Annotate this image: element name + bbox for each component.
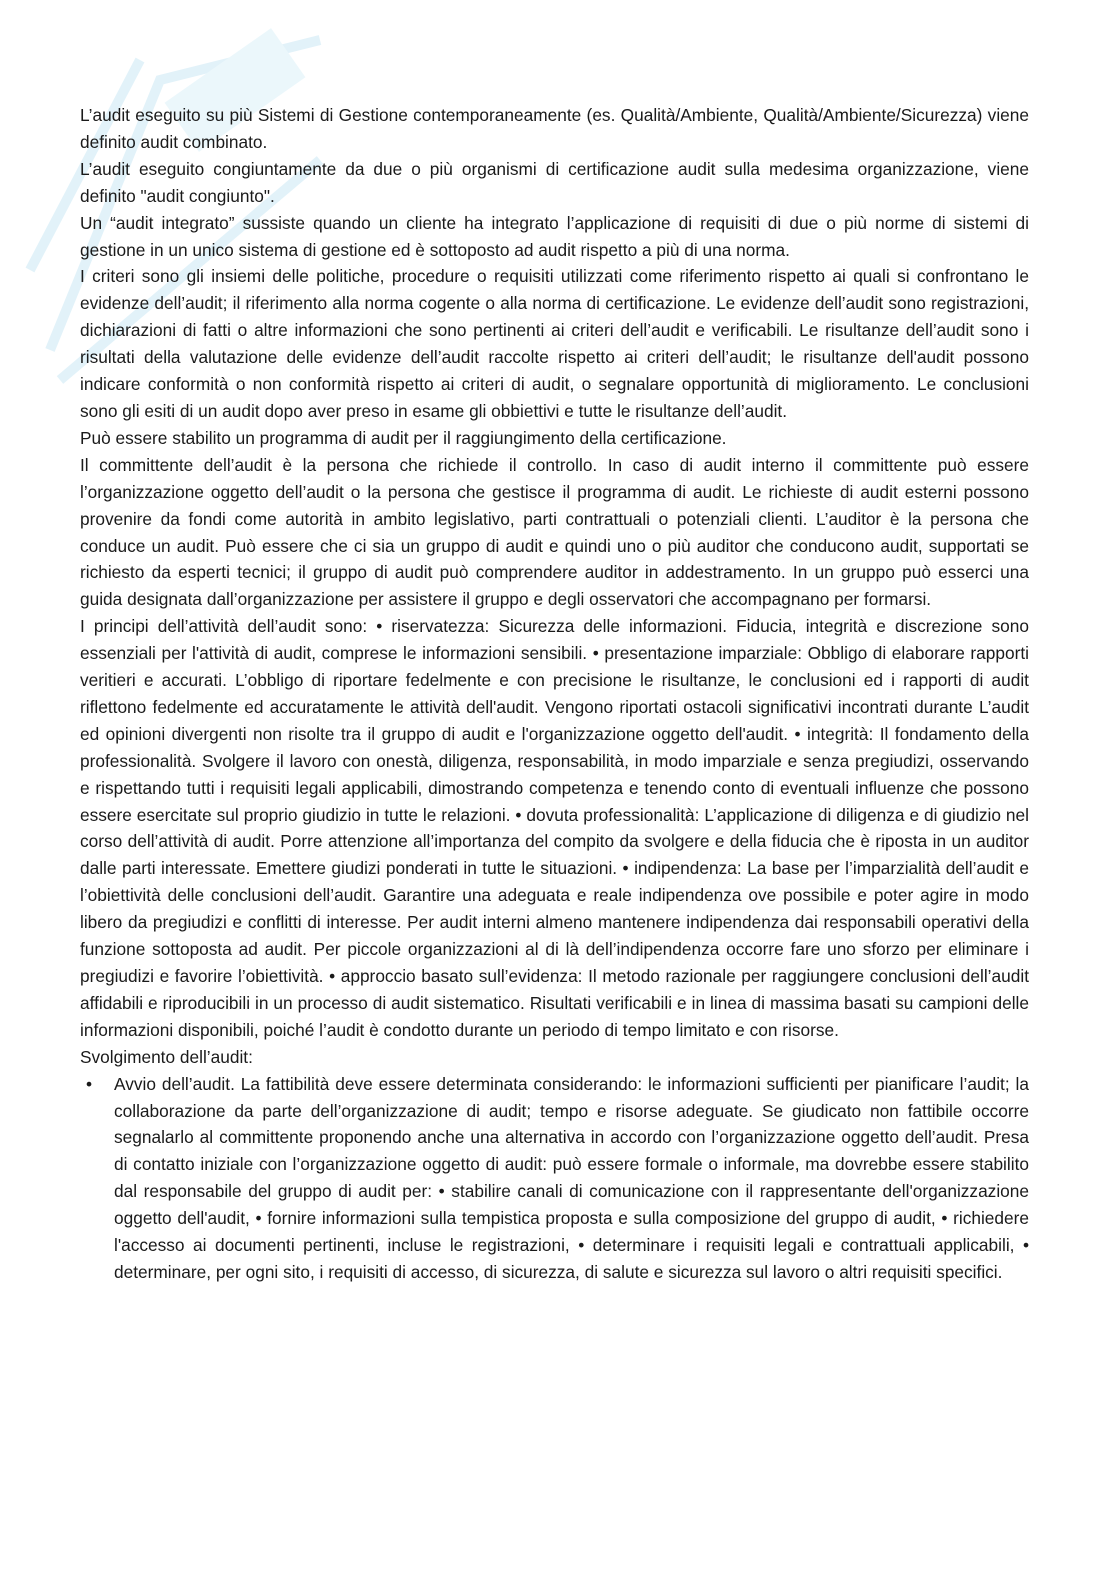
bullet-icon: • [86,1073,93,1094]
document-page [80,102,1029,1286]
list-item-text: Avvio dell’audit. La fattibilità deve essere determinata considerando: le informazioni sufficienti per pianificare l’audit; la collaborazione da parte dell’organizzazione di audit; tempo e risorse adeguate. Se giudicato non fattibile occorre segnalarlo al committente proponendo anche una alternativa in accordo con l’organizzazione oggetto dell’audit. Presa di contatto iniziale con l’organizzazione oggetto di audit: può essere formale o informale, ma dovrebbe essere stabilito dal responsabile del gruppo di audit per: • stabilire canali di comunicazione con il rappresentante dell'organizzazione oggetto dell'audit, • fornire informazioni sulla tempistica proposta e sulla composizione del gruppo di audit, • richiedere l'accesso ai documenti pertinenti, incluse le registrazioni, • determinare i requisiti legali e contrattuali applicabili, • determinare, per ogni sito, i requisiti di accesso, di sicurezza, di salute e sicurezza sul lavoro o altri requisiti specifici. [114,1073,1029,1282]
paragraph-svolgimento-heading: Svolgimento dell’audit: [80,1046,253,1067]
bullet-list [80,1071,1029,1286]
paragraph-audit-congiunto: L’audit eseguito congiuntamente da due o più organismi di certificazione audit sulla medesima organizzazione, viene definito "audit congiunto". [80,158,1029,206]
paragraph-audit-combinato: L’audit eseguito su più Sistemi di Gestione contemporaneamente (es. Qualità/Ambiente, Qualità/Ambiente/Sicurezza) viene definito audit combinato. [80,105,1029,152]
list-item [80,1071,1029,1286]
paragraph-criteri: I criteri sono gli insiemi delle politiche, procedure o requisiti utilizzati come riferimento rispetto ai quali si confrontano le evidenze dell’audit; il riferimento alla norma cogente o alla norma di certificazione. Le evidenze dell’audit sono registrazioni, dichiarazioni di fatti o altre informazioni che sono pertinenti ai criteri dell’audit e verificabili. Le risultanze dell’audit sono i risultati della valutazione delle evidenze dell’audit raccolte rispetto ai criteri dell’audit; le risultanze dell'audit possono indicare conformità o non conformità rispetto ai criteri di audit, o segnalare opportunità di miglioramento. Le conclusioni sono gli esiti di un audit dopo aver preso in esame gli obbiettivi e tutte le risultanze dell’audit. [80,266,1029,421]
paragraph-programma: Può essere stabilito un programma di audit per il raggiungimento della certificazione. [80,427,727,448]
paragraph-committente: Il committente dell’audit è la persona che richiede il controllo. In caso di audit interno il committente può essere l’organizzazione oggetto dell’audit o la persona che gestisce il programma di audit. Le richieste di audit esterni possono provenire da fondi come autorità in ambito legislativo, parti contrattuali o potenziali clienti. L’auditor è la persona che conduce un audit. Può essere che ci sia un gruppo di audit e quindi uno o più auditor che conducono audit, supportati se richiesto da esperti tecnici; il gruppo di audit può comprendere auditor in addestramento. In un gruppo può esserci una guida designata dall’organizzazione per assistere il gruppo e degli osservatori che accompagnano per formarsi. [80,454,1029,610]
paragraph-audit-integrato: Un “audit integrato” sussiste quando un cliente ha integrato l’applicazione di requisiti di due o più norme di sistemi di gestione in un unico sistema di gestione ed è sottoposto ad audit rispetto a più di una norma. [80,212,1029,260]
paragraph-principi: I principi dell’attività dell’audit sono: • riservatezza: Sicurezza delle informazioni. Fiducia, integrità e discrezione sono essenziali per l'attività di audit, comprese le informazioni sensibili. • presentazione imparziale: Obbligo di elaborare rapporti veritieri e accurati. L’obbligo di riportare fedelmente e con precisione le risultanze, le conclusioni ed i rapporti di audit riflettono fedelmente ed accuratamente le attività dell'audit. Vengono riportati ostacoli significativi incontrati durante L’audit ed opinioni divergenti non risolte tra il gruppo di audit e l'organizzazione oggetto dell'audit. • integrità: Il fondamento della professionalità. Svolgere il lavoro con onestà, diligenza, responsabilità, in modo imparziale e senza pregiudizi, osservando e rispettando tutti i requisiti legali applicabili, dimostrando competenza e tenendo conto di eventuali influenze che possono essere esercitate sul proprio giudizio in tutte le relazioni. • dovuta professionalità: L’applicazione di diligenza e di giudizio nel corso dell’attività di audit. Porre attenzione all’importanza del compito da svolgere e della fiducia che è riposta in un auditor dalle parti interessate. Emettere giudizi ponderati in tutte le situazioni. • indipendenza: La base per l’imparzialità dell’audit e l’obiettività delle conclusioni dell’audit. Garantire una adeguata e reale indipendenza ove possibile e poter agire in modo libero da pregiudizi e conflitti di interesse. Per audit interni almeno mantenere indipendenza dai responsabili operativi della funzione sottoposta ad audit. Per piccole organizzazioni al di là dell’indipendenza occorre fare uno sforzo per eliminare i pregiudizi e favorire l’obiettività. • approccio basato sull’evidenza: Il metodo razionale per raggiungere conclusioni dell’audit affidabili e riproducibili in un processo di audit sistematico. Risultati verificabili e in linea di massima basati su campioni delle informazioni disponibili, poiché l’audit è condotto durante un periodo di tempo limitato e con risorse. [80,616,1029,1040]
